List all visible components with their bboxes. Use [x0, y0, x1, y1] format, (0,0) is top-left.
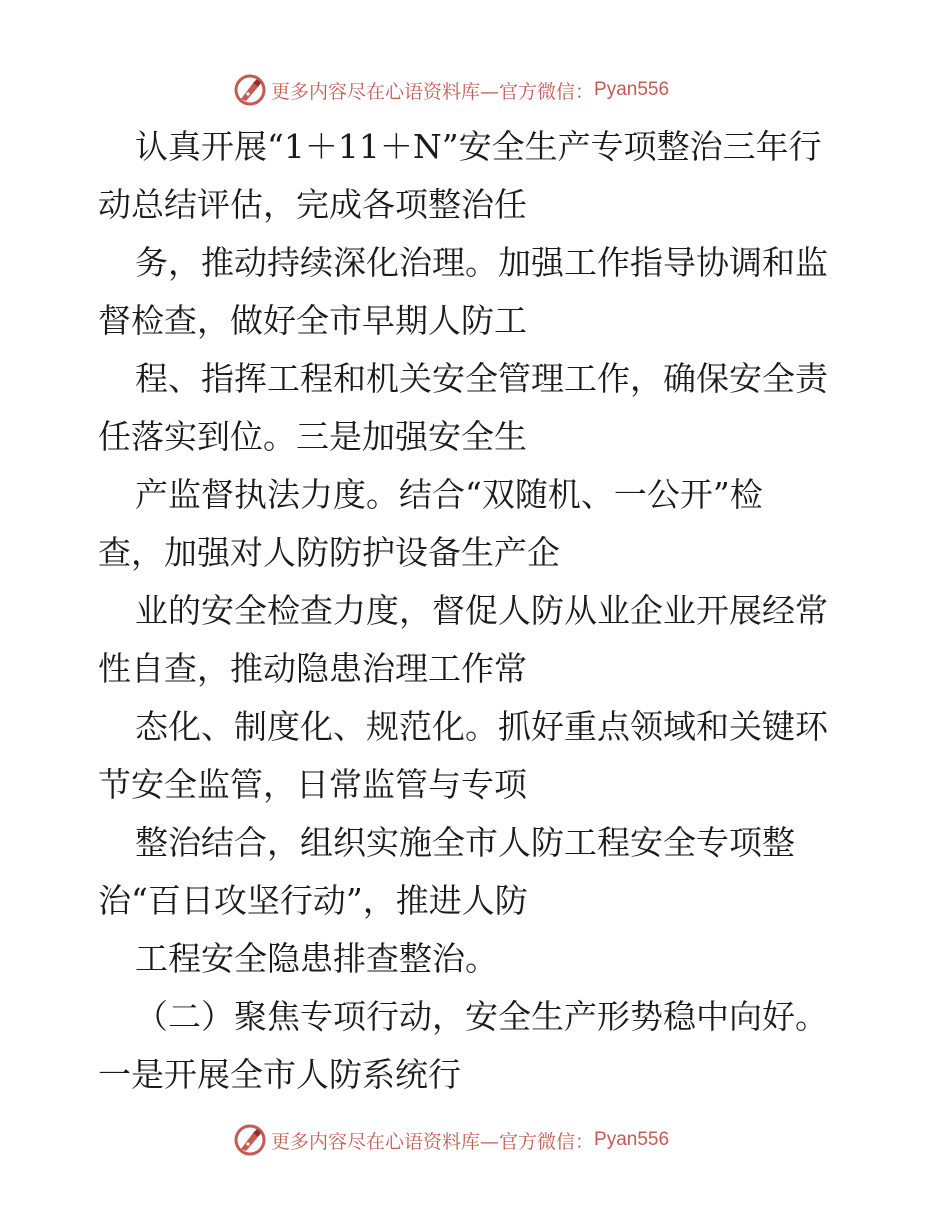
body-line-3: 务，推动持续深化治理。加强工作指导协调和监	[135, 243, 828, 282]
body-line-4: 督检查，做好全市早期人防工	[98, 301, 527, 340]
footer-watermark	[233, 1122, 669, 1158]
body-line-1: 认真开展“1＋11＋N”安全生产专项整治三年行	[135, 127, 822, 166]
body-line-5: 程、指挥工程和机关安全管理工作，确保安全责	[135, 359, 828, 398]
body-line-14: 治“百日攻坚行动”，推进人防	[98, 881, 528, 920]
body-line-13: 整治结合，组织实施全市人防工程安全专项整	[135, 823, 795, 862]
watermark-text: 更多内容尽在心语资料库—官方微信：	[271, 80, 595, 103]
body-line-15: 工程安全隐患排查整治。	[135, 939, 498, 978]
watermark-handle: Pyan556	[594, 79, 670, 100]
body-line-2: 动总结评估，完成各项整治任	[98, 185, 527, 224]
body-line-7: 产监督执法力度。结合“双随机、一公开”检	[135, 475, 763, 514]
body-line-16: （二）聚焦专项行动，安全生产形势稳中向好。	[135, 997, 828, 1036]
header-watermark	[233, 72, 669, 108]
body-line-12: 节安全监管，日常监管与专项	[98, 765, 527, 804]
pen-nib-circle-icon	[233, 1123, 267, 1157]
body-line-10: 性自查，推动隐患治理工作常	[98, 649, 527, 688]
body-line-9: 业的安全检查力度，督促人防从业企业开展经常	[135, 591, 828, 630]
document-body	[98, 118, 858, 1104]
pen-nib-circle-icon	[233, 73, 267, 107]
watermark-handle: Pyan556	[594, 1129, 670, 1150]
watermark-text: 更多内容尽在心语资料库—官方微信：	[271, 1130, 595, 1153]
body-line-17: 一是开展全市人防系统行	[98, 1055, 461, 1094]
body-line-8: 查，加强对人防防护设备生产企	[98, 533, 560, 572]
body-line-11: 态化、制度化、规范化。抓好重点领域和关键环	[135, 707, 828, 746]
body-line-6: 任落实到位。三是加强安全生	[98, 417, 527, 456]
